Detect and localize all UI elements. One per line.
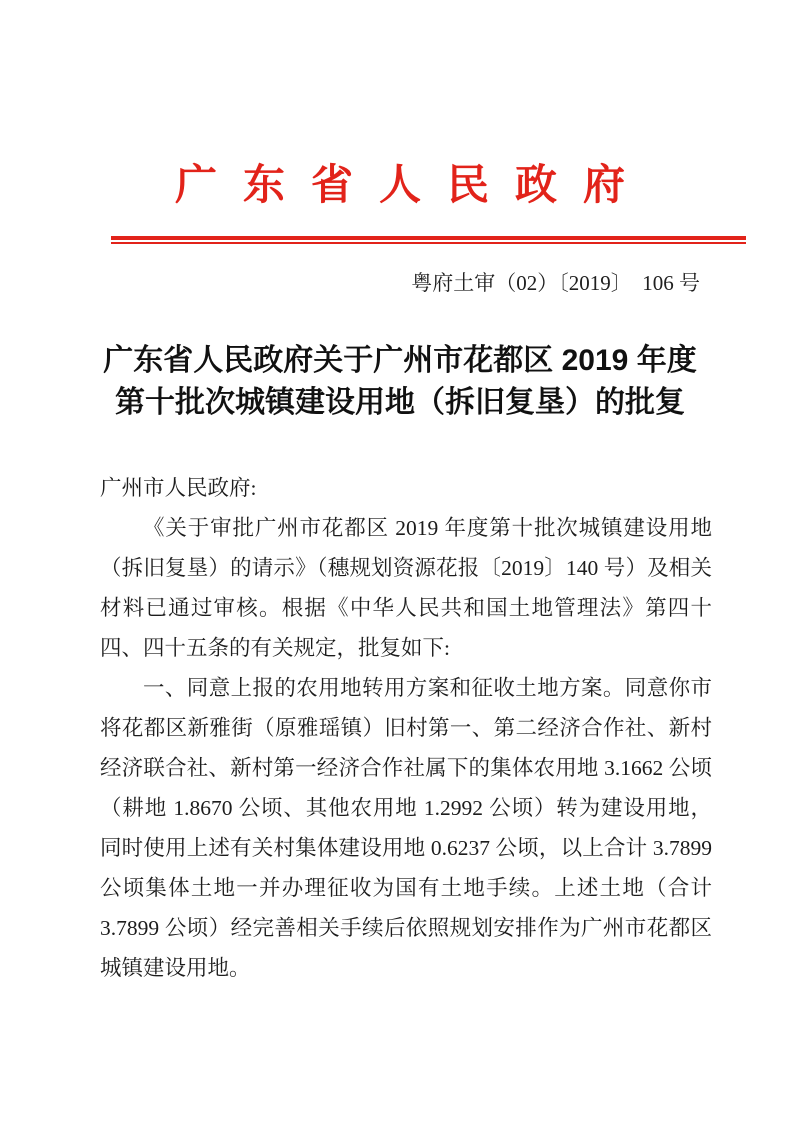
- body-paragraph-2: 一、同意上报的农用地转用方案和征收土地方案。同意你市将花都区新雅街（原雅瑶镇）旧村第一、第二经济合作社、新村经济联合社、新村第一经济合作社属下的集体农用地 3.1662 公顷（耕地 1.8670 公顷、其他农用地 1.2992 公顷）转为建设用地，同时使用上述有关村集体建设用地 0.6237 公顷，以上合计 3.7899 公顷集体土地一并办理征收为国有土地手续。上述土地（合计 3.7899 公顷）经完善相关手续后依照规划安排作为广州市花都区城镇建设用地。: [100, 676, 712, 981]
- letterhead-double-rule: [111, 236, 746, 244]
- salutation: 广州市人民政府:: [100, 476, 257, 501]
- letterhead-org-name: 广东省人民政府: [174, 161, 651, 208]
- document-body: [100, 468, 712, 988]
- doc-number: 粤府土审（02）〔2019〕 106 号: [411, 271, 700, 296]
- letterhead: [0, 160, 800, 244]
- document-title: [55, 340, 745, 424]
- document-title-line-1: 广东省人民政府关于广州市花都区 2019 年度: [103, 344, 697, 378]
- body-paragraph-1: 《关于审批广州市花都区 2019 年度第十批次城镇建设用地（拆旧复垦）的请示》（穗规划资源花报〔2019〕140 号）及相关材料已通过审核。根据《中华人民共和国土地管理法》第四十四、四十五条的有关规定，批复如下:: [100, 516, 712, 661]
- document-title-line-2: 第十批次城镇建设用地（拆旧复垦）的批复: [115, 386, 685, 420]
